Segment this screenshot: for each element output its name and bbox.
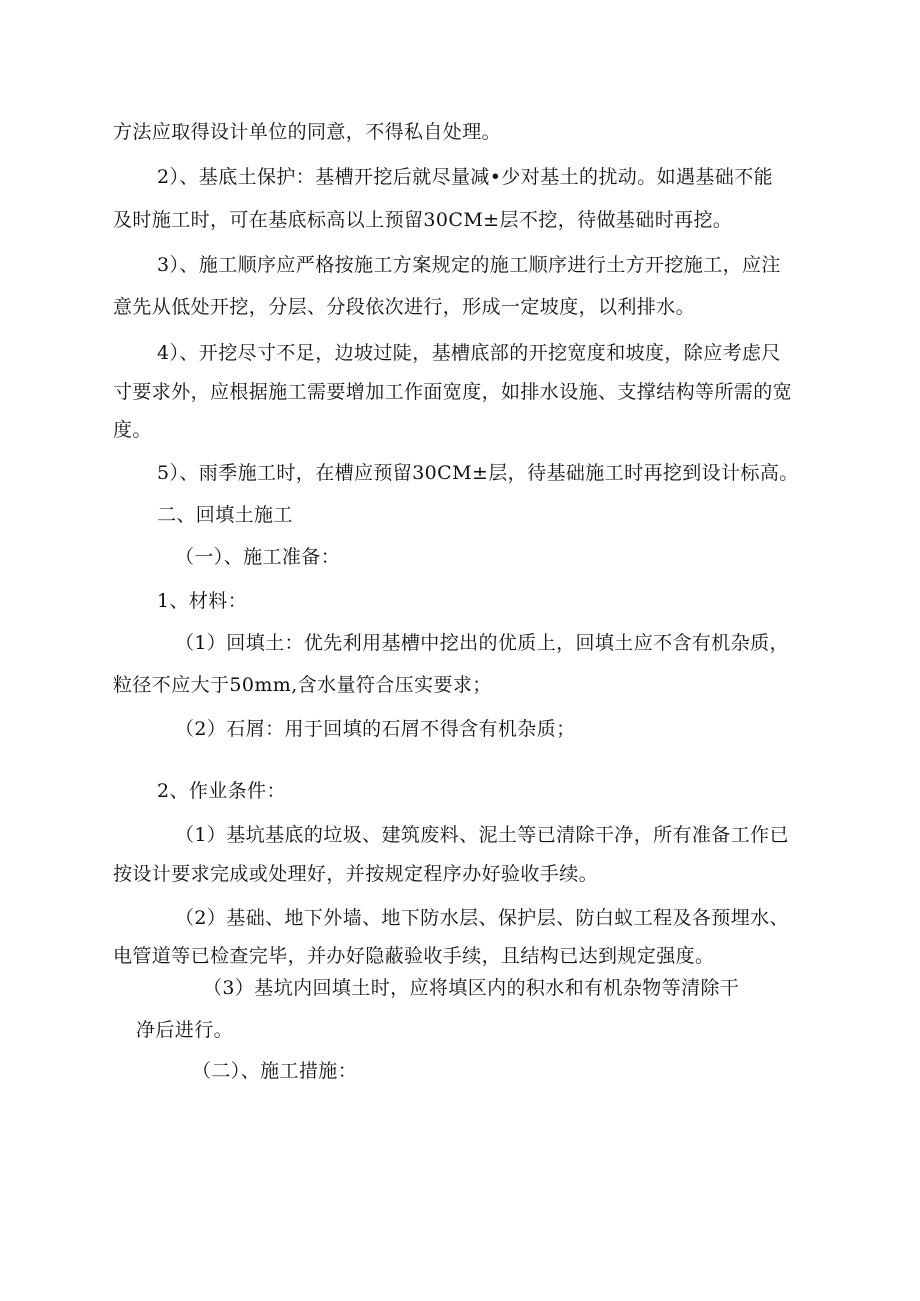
paragraph-line: 5）、雨季施工时，在槽应预留30CM±层，待基础施工时再挖到设计标高。 bbox=[157, 462, 799, 484]
item-heading: 2、作业条件： bbox=[157, 780, 286, 802]
subsection-heading: （一）、施工准备： bbox=[175, 546, 341, 568]
paragraph-line: 意先从低处开挖，分层、分段依次进行，形成一定坡度，以利排水。 bbox=[113, 296, 696, 318]
paragraph-line: （2）基础、地下外墙、地下防水层、保护层、防白蚁工程及各预埋水、 bbox=[175, 907, 789, 929]
subsection-heading: （二）、施工措施： bbox=[192, 1060, 358, 1082]
paragraph-line: 净后进行。 bbox=[136, 1019, 234, 1041]
paragraph-line: 度。 bbox=[113, 419, 152, 441]
paragraph-line: 及时施工时，可在基底标高以上预留30CM±层不挖，待做基础时再挖。 bbox=[113, 209, 733, 231]
paragraph-line: （1）基坑基底的垃圾、建筑废料、泥土等已清除干净，所有准备工作已 bbox=[175, 824, 789, 846]
paragraph-line: 寸要求外，应根据施工需要增加工作面宽度，如排水设施、支撑结构等所需的宽 bbox=[113, 381, 793, 403]
paragraph-line: （2）石屑：用于回填的石屑不得含有机杂质； bbox=[175, 718, 576, 740]
paragraph-line: （1）回填土：优先利用基槽中挖出的优质上，回填土应不含有机杂质， bbox=[175, 632, 789, 654]
paragraph-line: 电管道等已检查完毕，并办好隐蔽验收手续，且结构已达到规定强度。 bbox=[113, 945, 715, 967]
paragraph-line: 4）、开挖尽寸不足，边坡过陡，基槽底部的开挖宽度和坡度，除应考虑尺 bbox=[157, 342, 781, 364]
paragraph-line: 2）、基底土保护：基槽开挖后就尽量减•少对基土的扰动。如遇基础不能 bbox=[157, 166, 773, 188]
paragraph-line: （3）基坑内回填土时，应将填区内的积水和有机杂物等清除干 bbox=[203, 977, 740, 999]
paragraph-line: 粒径不应大于50mm,含水量符合压实要求； bbox=[113, 674, 492, 696]
section-heading: 二、回填土施工 bbox=[157, 504, 293, 526]
paragraph-line: 方法应取得设计单位的同意，不得私自处理。 bbox=[113, 121, 502, 143]
item-heading: 1、材料： bbox=[157, 590, 248, 612]
paragraph-line: 按设计要求完成或处理好，并按规定程序办好验收手续。 bbox=[113, 863, 599, 885]
paragraph-line: 3）、施工顺序应严格按施工方案规定的施工顺序进行土方开挖施工，应注 bbox=[157, 254, 781, 276]
